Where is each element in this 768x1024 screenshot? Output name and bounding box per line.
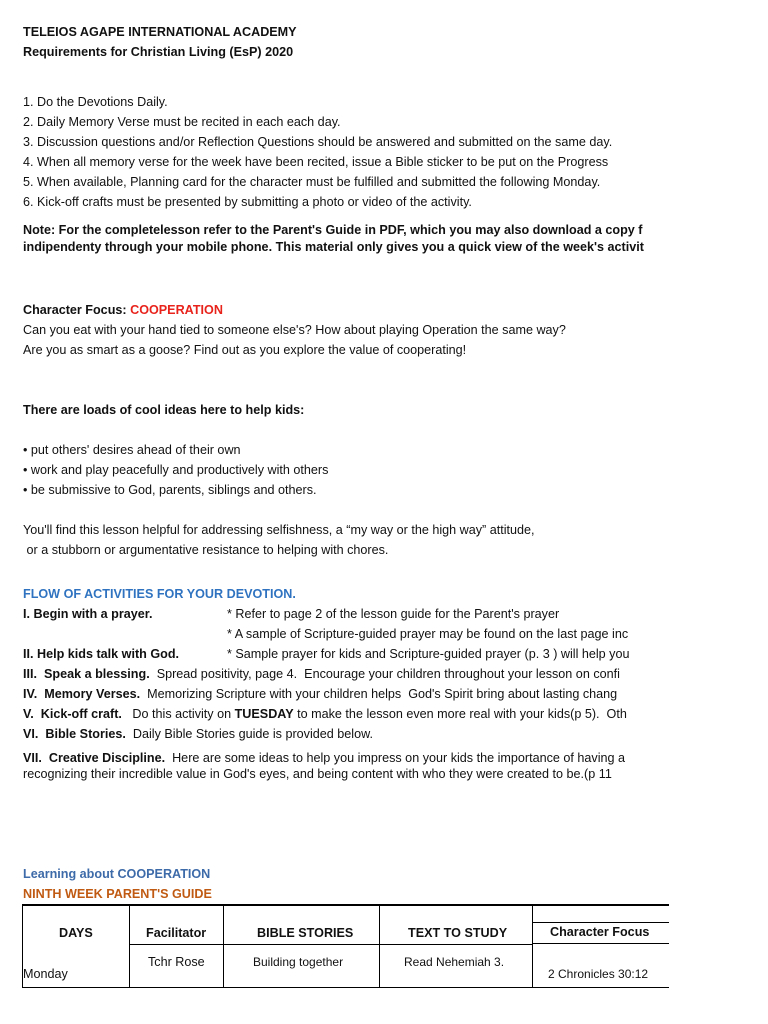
ideas-heading: There are loads of cool ideas here to help kids:	[23, 403, 305, 417]
document-subtitle: Requirements for Christian Living (EsP) 2020	[23, 45, 294, 59]
idea-bullet: • put others' desires ahead of their own	[23, 443, 241, 457]
character-focus-value: COOPERATION	[130, 303, 223, 317]
helpful-text: You'll find this lesson helpful for addressing selfishness, a “my way or the high way” attitude,	[23, 523, 535, 537]
table-header-character-focus: Character Focus	[550, 925, 650, 939]
idea-bullet: • work and play peacefully and productively with others	[23, 463, 329, 477]
flow-heading: FLOW OF ACTIVITIES FOR YOUR DEVOTION.	[23, 587, 296, 601]
flow-step-text: Memorizing Scripture with your children helps God's Spirit bring about lasting chang	[140, 687, 618, 701]
flow-step	[23, 666, 620, 682]
flow-step-text: to make the lesson even more real with your kids(p 5). Oth	[293, 707, 627, 721]
flow-step-label: III. Speak a blessing.	[23, 667, 150, 681]
flow-step-emphasis: TUESDAY	[234, 707, 294, 721]
requirement-item: 1. Do the Devotions Daily.	[23, 95, 168, 109]
flow-step	[23, 726, 373, 742]
schedule-table	[22, 904, 669, 988]
requirement-item: 3. Discussion questions and/or Reflection Questions should be answered and submitted on the same day.	[23, 135, 613, 149]
table-header-bible-stories: BIBLE STORIES	[257, 926, 354, 940]
guide-learning-title: Learning about COOPERATION	[23, 867, 211, 881]
note-line: Note: For the completelesson refer to the Parent's Guide in PDF, which you may also download a copy f	[23, 223, 643, 237]
table-header-text-to-study: TEXT TO STUDY	[408, 926, 508, 940]
character-intro: Can you eat with your hand tied to someone else's? How about playing Operation the same way?	[23, 323, 566, 337]
table-header-days: DAYS	[59, 926, 93, 940]
flow-step-label: IV. Memory Verses.	[23, 687, 141, 701]
flow-step-text: Do this activity on	[121, 707, 235, 721]
flow-step	[23, 686, 617, 702]
flow-step-note: * A sample of Scripture-guided prayer may be found on the last page inc	[227, 627, 629, 641]
table-cell-day: Monday	[23, 967, 68, 981]
flow-step-text: Daily Bible Stories guide is provided below.	[125, 727, 373, 741]
character-focus-label: Character Focus:	[23, 303, 127, 317]
helpful-text: or a stubborn or argumentative resistance to helping with chores.	[23, 543, 389, 557]
table-cell-facilitator: Tchr Rose	[148, 955, 205, 969]
character-intro: Are you as smart as a goose? Find out as you explore the value of cooperating!	[23, 343, 467, 357]
table-header-facilitator: Facilitator	[146, 926, 207, 940]
flow-step-note: * Refer to page 2 of the lesson guide for the Parent's prayer	[227, 607, 560, 621]
school-title: TELEIOS AGAPE INTERNATIONAL ACADEMY	[23, 25, 297, 39]
flow-step	[23, 750, 625, 766]
character-focus	[23, 302, 223, 318]
guide-week-title: NINTH WEEK PARENT'S GUIDE	[23, 887, 212, 901]
requirement-item: 2. Daily Memory Verse must be recited in each each day.	[23, 115, 341, 129]
table-cell-text-to-study: Read Nehemiah 3.	[404, 955, 505, 969]
flow-step	[23, 706, 627, 722]
table-cell-character-focus: 2 Chronicles 30:12	[548, 967, 649, 981]
flow-step-label: II. Help kids talk with God.	[23, 647, 180, 661]
requirement-item: 4. When all memory verse for the week have been recited, issue a Bible sticker to be put on the Progress	[23, 155, 609, 169]
table-cell-bible-story: Building together	[253, 955, 344, 969]
flow-step-label: V. Kick-off craft.	[23, 707, 122, 721]
flow-step-text: Here are some ideas to help you impress on your kids the importance of having a	[165, 751, 626, 765]
flow-step-note: * Sample prayer for kids and Scripture-guided prayer (p. 3 ) will help you	[227, 647, 630, 661]
idea-bullet: • be submissive to God, parents, siblings and others.	[23, 483, 317, 497]
requirement-item: 5. When available, Planning card for the character must be fulfilled and submitted the following Monday.	[23, 175, 601, 189]
flow-step-label: VII. Creative Discipline.	[23, 751, 166, 765]
flow-step-label: I. Begin with a prayer.	[23, 607, 153, 621]
note-line: indipendenty through your mobile phone. This material only gives you a quick view of the week's activit	[23, 240, 644, 254]
flow-step-text: recognizing their incredible value in God's eyes, and being content with who they were created to be.(p 11	[23, 767, 612, 781]
flow-step-text: Spread positivity, page 4. Encourage your children throughout your lesson on confi	[149, 667, 620, 681]
flow-step-label: VI. Bible Stories.	[23, 727, 126, 741]
requirement-item: 6. Kick-off crafts must be presented by submitting a photo or video of the activity.	[23, 195, 472, 209]
